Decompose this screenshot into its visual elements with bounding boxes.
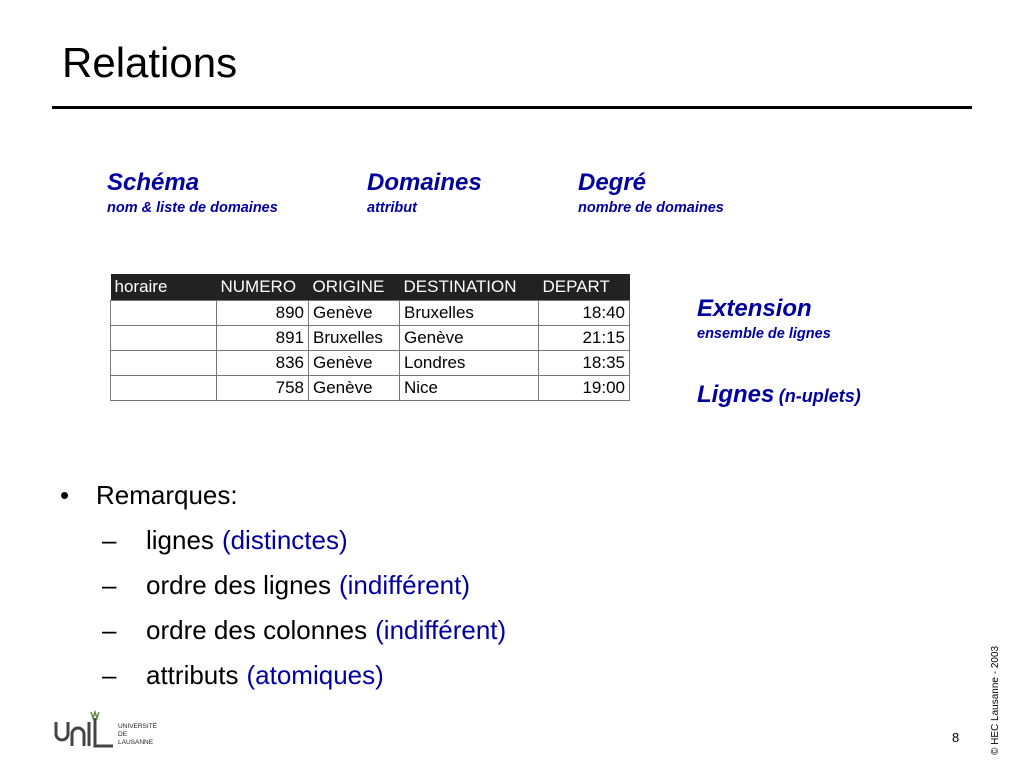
remarks-label: Remarques: bbox=[96, 480, 238, 510]
extension-annotation bbox=[697, 296, 831, 342]
table-row bbox=[111, 376, 630, 401]
logo-text: DE bbox=[118, 731, 128, 738]
table-cell: Londres bbox=[400, 351, 539, 376]
domaines-title: Domaines bbox=[367, 169, 482, 196]
domaines-annotation bbox=[367, 170, 482, 216]
degre-title: Degré bbox=[578, 169, 647, 196]
table-cell: 890 bbox=[217, 301, 309, 326]
slide-title: Relations bbox=[62, 39, 238, 86]
table-row bbox=[111, 351, 630, 376]
page-number: 8 bbox=[952, 730, 960, 745]
remark-note: (indifférent) bbox=[339, 570, 471, 600]
schema-title: Schéma bbox=[107, 169, 200, 196]
table-cell: 19:00 bbox=[539, 376, 630, 401]
remark-note: (indifférent) bbox=[375, 615, 507, 645]
list-item bbox=[102, 615, 506, 646]
remark-text: ordre des colonnes bbox=[146, 615, 368, 645]
column-header: horaire bbox=[111, 274, 217, 301]
table-cell: 836 bbox=[217, 351, 309, 376]
logo-text: UNIVERSITÉ bbox=[118, 723, 158, 730]
lignes-annotation bbox=[697, 382, 861, 408]
copyright-notice: © HEC Lausanne - 2003 bbox=[990, 645, 1001, 755]
degre-annotation bbox=[578, 170, 724, 216]
table-cell: 758 bbox=[217, 376, 309, 401]
remark-note: (atomiques) bbox=[246, 660, 384, 690]
remark-note: (distinctes) bbox=[221, 525, 348, 555]
table-row bbox=[111, 301, 630, 326]
table-cell bbox=[111, 326, 217, 351]
remark-text: ordre des lignes bbox=[146, 570, 331, 600]
table-cell: Bruxelles bbox=[309, 326, 400, 351]
bullet-marker: • bbox=[60, 480, 70, 510]
column-header: DESTINATION bbox=[400, 274, 539, 301]
degre-subtitle: nombre de domaines bbox=[578, 200, 724, 217]
table-cell: Bruxelles bbox=[400, 301, 539, 326]
remark-text: lignes bbox=[146, 525, 214, 555]
column-header: DEPART bbox=[539, 274, 630, 301]
dash-marker: – bbox=[102, 660, 117, 690]
table-cell bbox=[111, 351, 217, 376]
schema-subtitle: nom & liste de domaines bbox=[107, 200, 278, 217]
logo-text: LAUSANNE bbox=[118, 739, 154, 746]
table-cell bbox=[111, 301, 217, 326]
lignes-title: Lignes bbox=[697, 381, 775, 408]
column-header: NUMERO bbox=[217, 274, 309, 301]
list-item bbox=[102, 570, 506, 601]
dash-marker: – bbox=[102, 570, 117, 600]
table-cell: Genève bbox=[400, 326, 539, 351]
schema-annotation bbox=[107, 170, 278, 216]
relation-table bbox=[110, 274, 630, 401]
remark-text: attributs bbox=[146, 660, 239, 690]
table-header-row bbox=[111, 274, 630, 301]
column-header: ORIGINE bbox=[309, 274, 400, 301]
table-cell: Nice bbox=[400, 376, 539, 401]
table-cell: 21:15 bbox=[539, 326, 630, 351]
dash-marker: – bbox=[102, 525, 117, 555]
table-row bbox=[111, 326, 630, 351]
list-item bbox=[102, 660, 506, 691]
extension-title: Extension bbox=[697, 295, 812, 322]
remarks-list bbox=[60, 480, 506, 691]
table-cell: 18:40 bbox=[539, 301, 630, 326]
table-cell: 891 bbox=[217, 326, 309, 351]
extension-subtitle: ensemble de lignes bbox=[697, 326, 831, 343]
table-cell: Genève bbox=[309, 301, 400, 326]
unil-logo bbox=[54, 708, 170, 748]
remarks-bullet bbox=[60, 480, 506, 511]
title-divider bbox=[52, 106, 972, 109]
lignes-paren: (n-uplets) bbox=[778, 386, 861, 406]
table-cell bbox=[111, 376, 217, 401]
domaines-subtitle: attribut bbox=[367, 200, 417, 217]
table-cell: Genève bbox=[309, 376, 400, 401]
table-cell: Genève bbox=[309, 351, 400, 376]
list-item bbox=[102, 525, 506, 556]
table-cell: 18:35 bbox=[539, 351, 630, 376]
dash-marker: – bbox=[102, 615, 117, 645]
